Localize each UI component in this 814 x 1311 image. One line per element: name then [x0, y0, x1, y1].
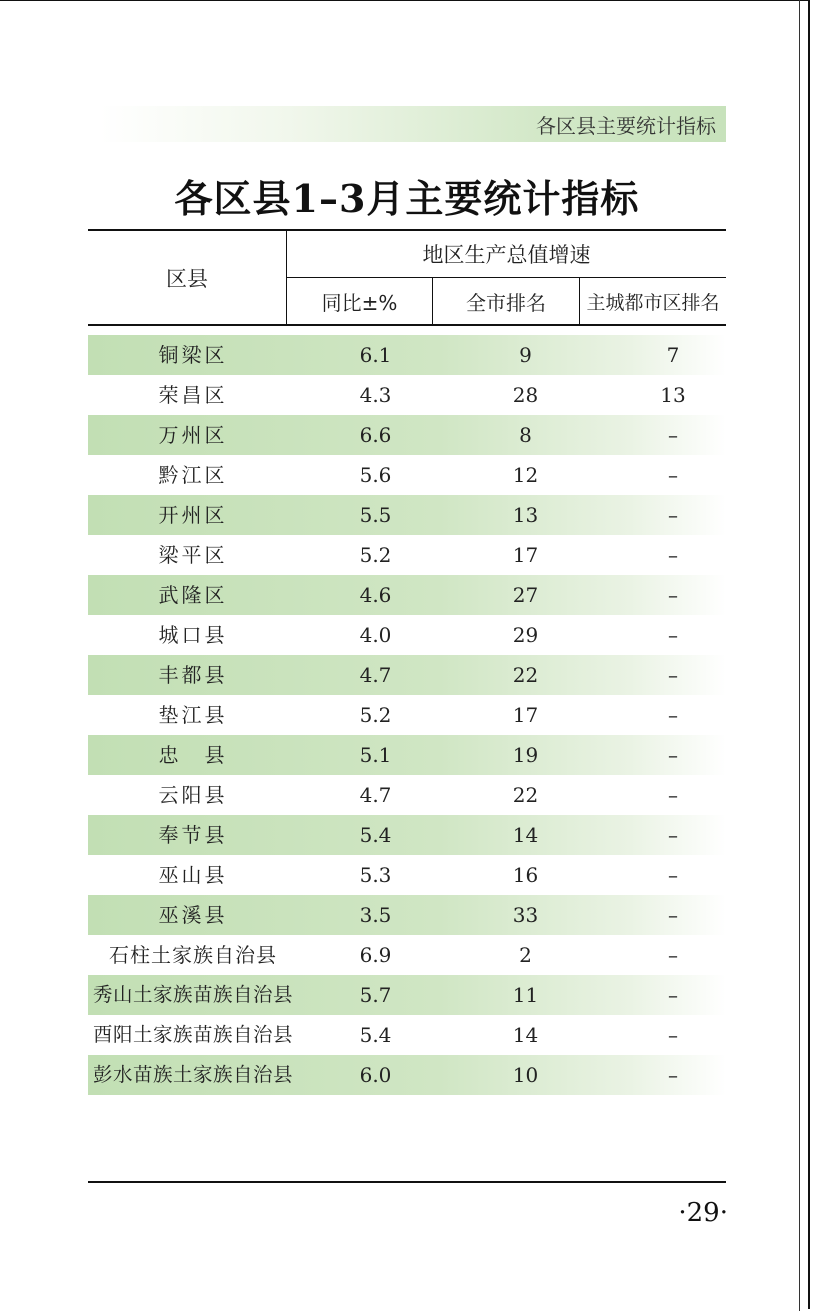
footer-rule	[88, 1181, 726, 1183]
yoy-value: 5.1	[359, 743, 392, 767]
district-name: 奉节县	[158, 823, 228, 847]
city-rank-value: 10	[512, 1063, 539, 1087]
table-row	[88, 695, 726, 735]
table-row	[88, 815, 726, 855]
yoy-value: 5.2	[359, 543, 392, 567]
main-rank-value: –	[668, 783, 678, 807]
district-name: 荣昌区	[158, 383, 228, 407]
yoy-value: 6.1	[359, 343, 392, 367]
yoy-value: 4.7	[359, 663, 392, 687]
district-name: 忠 县	[158, 743, 228, 767]
page-number: ·29·	[678, 1198, 728, 1228]
district-name: 铜梁区	[158, 343, 228, 367]
yoy-value: 5.7	[359, 983, 392, 1007]
main-rank-value: –	[668, 703, 678, 727]
table-row	[88, 775, 726, 815]
district-name: 丰都县	[158, 663, 228, 687]
table-row	[88, 975, 726, 1015]
running-header	[100, 106, 726, 142]
city-rank-value: 17	[512, 543, 539, 567]
main-rank-value: –	[668, 543, 678, 567]
running-header-title: 各区县主要统计指标	[536, 114, 716, 138]
city-rank-value: 12	[512, 463, 539, 487]
district-name: 万州区	[158, 423, 228, 447]
table-row	[88, 1015, 726, 1055]
main-rank-value: –	[668, 1063, 678, 1087]
district-name: 酉阳土家族苗族自治县	[92, 1023, 293, 1046]
yoy-value: 6.0	[359, 1063, 392, 1087]
district-name: 秀山土家族苗族自治县	[92, 983, 293, 1006]
column-header-yoy: 同比±%	[287, 278, 433, 324]
city-rank-value: 16	[512, 863, 539, 887]
column-header-main-urban-rank: 主城都市区排名	[586, 291, 720, 314]
column-group-gdp-growth: 地区生产总值增速	[287, 231, 726, 278]
yoy-value: 5.4	[359, 1023, 392, 1047]
table-row	[88, 615, 726, 655]
table-row	[88, 455, 726, 495]
district-name: 云阳县	[158, 783, 228, 807]
city-rank-value: 28	[512, 383, 539, 407]
city-rank-value: 9	[519, 343, 532, 367]
district-name: 彭水苗族土家族自治县	[92, 1063, 293, 1086]
district-name: 石柱土家族自治县	[109, 943, 277, 967]
table-body	[88, 335, 726, 1095]
city-rank-value: 14	[512, 823, 539, 847]
main-rank-value: –	[668, 943, 678, 967]
table-row	[88, 735, 726, 775]
district-name: 梁平区	[158, 543, 228, 567]
main-rank-value: –	[668, 583, 678, 607]
city-rank-value: 11	[512, 983, 539, 1007]
table-row	[88, 935, 726, 975]
district-name: 巫溪县	[158, 903, 228, 927]
city-rank-value: 19	[512, 743, 539, 767]
city-rank-value: 22	[512, 663, 539, 687]
table-row	[88, 655, 726, 695]
city-rank-value: 27	[512, 583, 539, 607]
yoy-value: 5.4	[359, 823, 392, 847]
city-rank-value: 14	[512, 1023, 539, 1047]
main-rank-value: –	[668, 983, 678, 1007]
district-name: 巫山县	[158, 863, 228, 887]
yoy-value: 5.3	[359, 863, 392, 887]
table-row	[88, 495, 726, 535]
main-rank-value: –	[668, 623, 678, 647]
main-rank-value: –	[668, 863, 678, 887]
table-row	[88, 855, 726, 895]
yoy-value: 4.7	[359, 783, 392, 807]
table-row	[88, 335, 726, 375]
yoy-value: 5.5	[359, 503, 392, 527]
city-rank-value: 17	[512, 703, 539, 727]
table-header	[88, 229, 726, 326]
table-row	[88, 415, 726, 455]
table-row	[88, 1055, 726, 1095]
main-rank-value: –	[668, 823, 678, 847]
yoy-value: 5.6	[359, 463, 392, 487]
table-row	[88, 375, 726, 415]
district-name: 垫江县	[158, 703, 228, 727]
yoy-value: 6.6	[359, 423, 392, 447]
district-name: 黔江区	[158, 463, 228, 487]
main-rank-value: 13	[660, 383, 686, 407]
yoy-value: 5.2	[359, 703, 392, 727]
yoy-value: 4.6	[359, 583, 392, 607]
main-rank-value: –	[668, 463, 678, 487]
page-title: 各区县1–3月主要统计指标	[174, 176, 640, 221]
main-rank-value: –	[668, 663, 678, 687]
main-rank-value: 7	[666, 343, 680, 367]
main-rank-value: –	[668, 423, 678, 447]
table-row	[88, 535, 726, 575]
yoy-value: 4.3	[359, 383, 392, 407]
district-name: 城口县	[158, 623, 228, 647]
table-row	[88, 895, 726, 935]
city-rank-value: 2	[519, 943, 532, 967]
yoy-value: 6.9	[359, 943, 392, 967]
city-rank-value: 22	[512, 783, 539, 807]
yoy-value: 3.5	[359, 903, 392, 927]
main-rank-value: –	[668, 743, 678, 767]
city-rank-value: 29	[512, 623, 539, 647]
district-name: 开州区	[158, 503, 228, 527]
main-rank-value: –	[668, 1023, 678, 1047]
city-rank-value: 8	[519, 423, 532, 447]
district-name: 武隆区	[158, 583, 228, 607]
main-rank-value: –	[668, 503, 678, 527]
column-header-district: 区县	[88, 231, 287, 324]
yoy-value: 4.0	[359, 623, 392, 647]
table-row	[88, 575, 726, 615]
column-header-city-rank: 全市排名	[433, 278, 580, 324]
main-rank-value: –	[668, 903, 678, 927]
city-rank-value: 13	[512, 503, 539, 527]
city-rank-value: 33	[512, 903, 539, 927]
